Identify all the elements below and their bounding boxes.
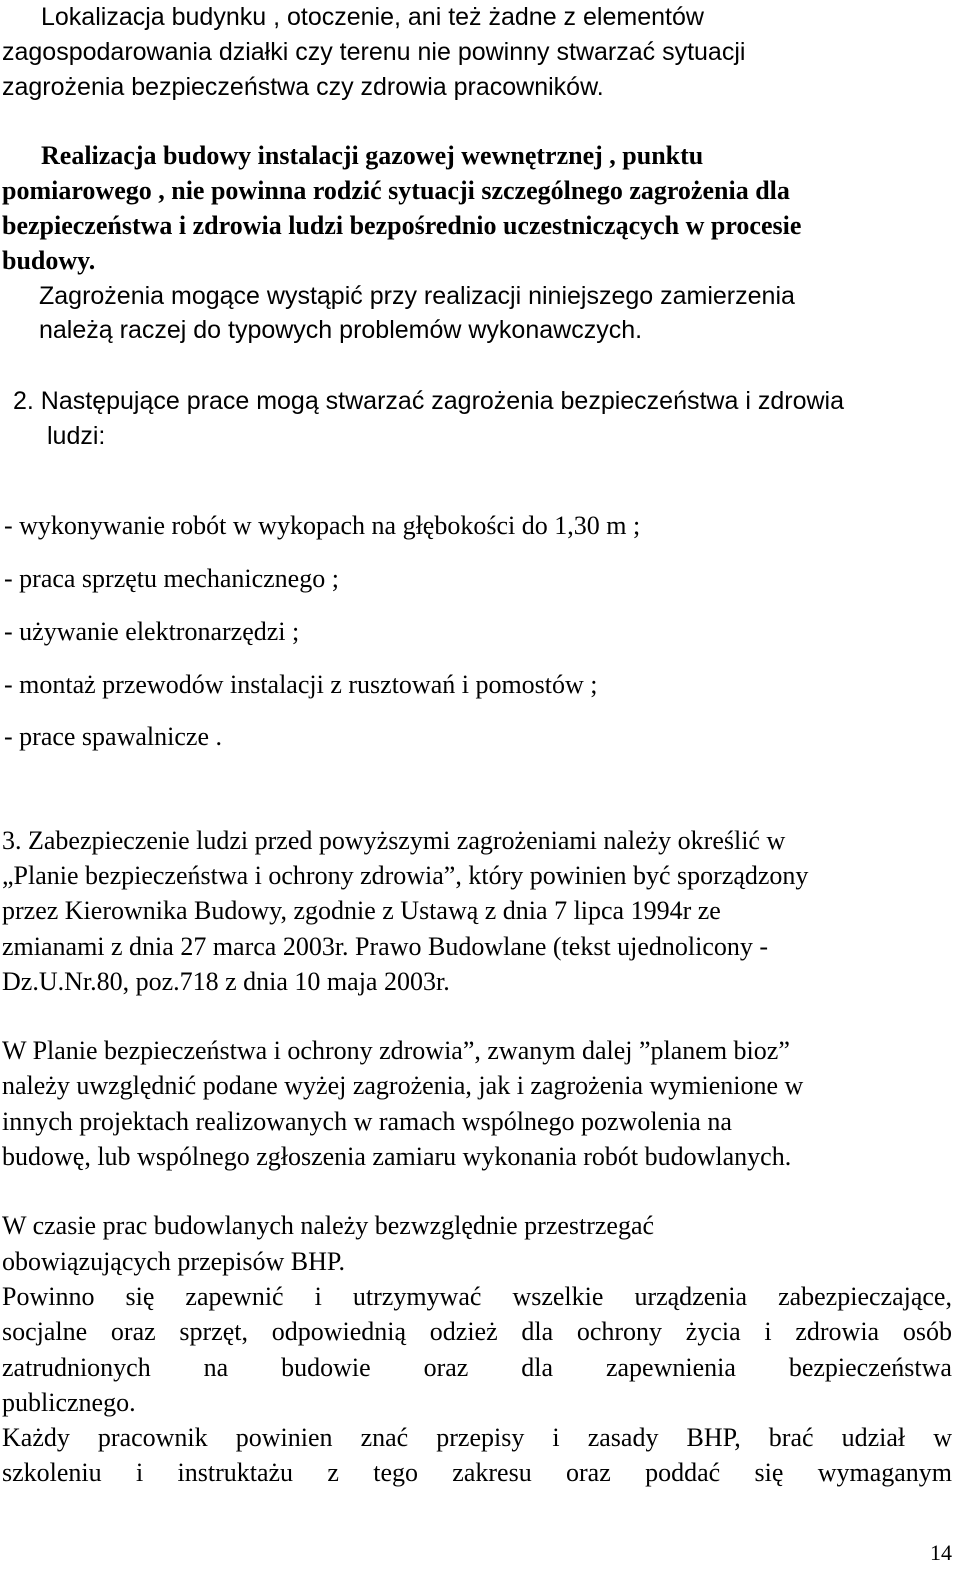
word: się — [754, 1458, 784, 1487]
section-3-line: Dz.U.Nr.80, poz.718 z dnia 10 maja 2003r. — [2, 967, 450, 996]
word: tego — [373, 1458, 418, 1487]
word: życia — [685, 1317, 741, 1346]
word: odzież — [429, 1317, 498, 1346]
word: w — [933, 1423, 952, 1452]
word: oraz — [566, 1458, 611, 1487]
word: oraz — [110, 1317, 156, 1346]
word: pracownik — [97, 1423, 208, 1452]
page-number: 14 — [930, 1540, 952, 1565]
word: zasady — [587, 1423, 659, 1452]
word: przepisy — [436, 1423, 525, 1452]
word: osób — [902, 1317, 952, 1346]
plan-line: W Planie bezpieczeństwa i ochrony zdrowia”, zwanym dalej ”planem bioz” — [2, 1036, 790, 1065]
equipment-line — [2, 1314, 952, 1349]
word: ochrony — [576, 1317, 663, 1346]
word: utrzymywać — [352, 1282, 482, 1311]
word: oraz — [423, 1353, 469, 1382]
word: i — [314, 1282, 322, 1311]
word: odpowiednią — [271, 1317, 407, 1346]
equipment-line-last: publicznego. — [2, 1388, 136, 1417]
word: z — [327, 1458, 339, 1487]
intro-line: zagrożenia bezpieczeństwa czy zdrowia pracowników. — [2, 73, 604, 101]
word: wymaganym — [817, 1458, 952, 1487]
intro-line: Lokalizacja budynku , otoczenie, ani też żadne z elementów — [41, 3, 704, 31]
section-3-line: 3. Zabezpieczenie ludzi przed powyższymi zagrożeniami należy określić w — [2, 826, 786, 855]
word: i — [552, 1423, 560, 1452]
word: socjalne — [2, 1317, 88, 1346]
bhp-line: obowiązujących przepisów BHP. — [2, 1247, 345, 1276]
word: zatrudnionych — [2, 1353, 151, 1382]
equipment-line — [2, 1350, 952, 1385]
word: Każdy — [2, 1423, 70, 1452]
word: zakresu — [452, 1458, 532, 1487]
word: i — [764, 1317, 772, 1346]
plan-line: innych projektach realizowanych w ramach wspólnego pozwolenia na — [2, 1107, 732, 1136]
word: zabezpieczające, — [778, 1282, 952, 1311]
worker-line — [2, 1420, 952, 1455]
hazard-list-item: - używanie elektronarzędzi ; — [4, 617, 300, 646]
word: znać — [360, 1423, 409, 1452]
hazard-list-item: - praca sprzętu mechanicznego ; — [4, 564, 339, 593]
hazard-list-item: - wykonywanie robót w wykopach na głębokości do 1,30 m ; — [4, 511, 641, 540]
hazard-list-item: - prace spawalnicze . — [4, 722, 222, 751]
word: urządzenia — [634, 1282, 748, 1311]
bold-line: Realizacja budowy instalacji gazowej wewnętrznej , punktu — [41, 141, 704, 170]
word: poddać — [645, 1458, 721, 1487]
word: BHP, — [686, 1423, 741, 1452]
word: budowie — [281, 1353, 371, 1382]
word: zdrowia — [795, 1317, 880, 1346]
word: dla — [521, 1317, 554, 1346]
word: dla — [521, 1353, 554, 1382]
equipment-line — [2, 1279, 952, 1314]
word: na — [203, 1353, 229, 1382]
plan-line: należy uwzględnić podane wyżej zagrożenia, jak i zagrożenia wymienione w — [2, 1071, 804, 1100]
word: Powinno — [2, 1282, 95, 1311]
word: udział — [841, 1423, 906, 1452]
intro-line: zagospodarowania działki czy terenu nie powinny stwarzać sytuacji — [2, 38, 746, 66]
word: szkoleniu — [2, 1458, 102, 1487]
hazard-line: Zagrożenia mogące wystąpić przy realizacji niniejszego zamierzenia — [39, 282, 795, 310]
section-3-line: „Planie bezpieczeństwa i ochrony zdrowia”, który powinien być sporządzony — [2, 861, 809, 890]
bold-line: budowy. — [2, 246, 96, 275]
section-2-heading: 2. Następujące prace mogą stwarzać zagrożenia bezpieczeństwa i zdrowia — [13, 387, 844, 415]
bold-line: bezpieczeństwa i zdrowia ludzi bezpośrednio uczestniczących w procesie — [2, 211, 802, 240]
word: i — [135, 1458, 144, 1487]
section-3-line: zmianami z dnia 27 marca 2003r. Prawo Budowlane (tekst ujednolicony - — [2, 932, 769, 961]
word: zapewnić — [185, 1282, 284, 1311]
word: brać — [768, 1423, 814, 1452]
word: sprzęt, — [179, 1317, 248, 1346]
hazard-line: należą raczej do typowych problemów wykonawczych. — [39, 316, 643, 344]
word: bezpieczeństwa — [788, 1353, 952, 1382]
section-2-heading-cont: ludzi: — [47, 422, 106, 450]
bold-line: pomiarowego , nie powinna rodzić sytuacji szczególnego zagrożenia dla — [2, 176, 790, 205]
word: powinien — [235, 1423, 333, 1452]
bhp-line: W czasie prac budowlanych należy bezwzględnie przestrzegać — [2, 1211, 655, 1240]
section-3-line: przez Kierownika Budowy, zgodnie z Ustawą z dnia 7 lipca 1994r ze — [2, 896, 721, 925]
plan-line: budowę, lub wspólnego zgłoszenia zamiaru wykonania robót budowlanych. — [2, 1142, 792, 1171]
word: zapewnienia — [605, 1353, 736, 1382]
hazard-list-item: - montaż przewodów instalacji z rusztowań i pomostów ; — [4, 670, 598, 699]
word: wszelkie — [512, 1282, 604, 1311]
word: instruktażu — [177, 1458, 294, 1487]
word: się — [125, 1282, 155, 1311]
worker-line — [2, 1455, 952, 1490]
